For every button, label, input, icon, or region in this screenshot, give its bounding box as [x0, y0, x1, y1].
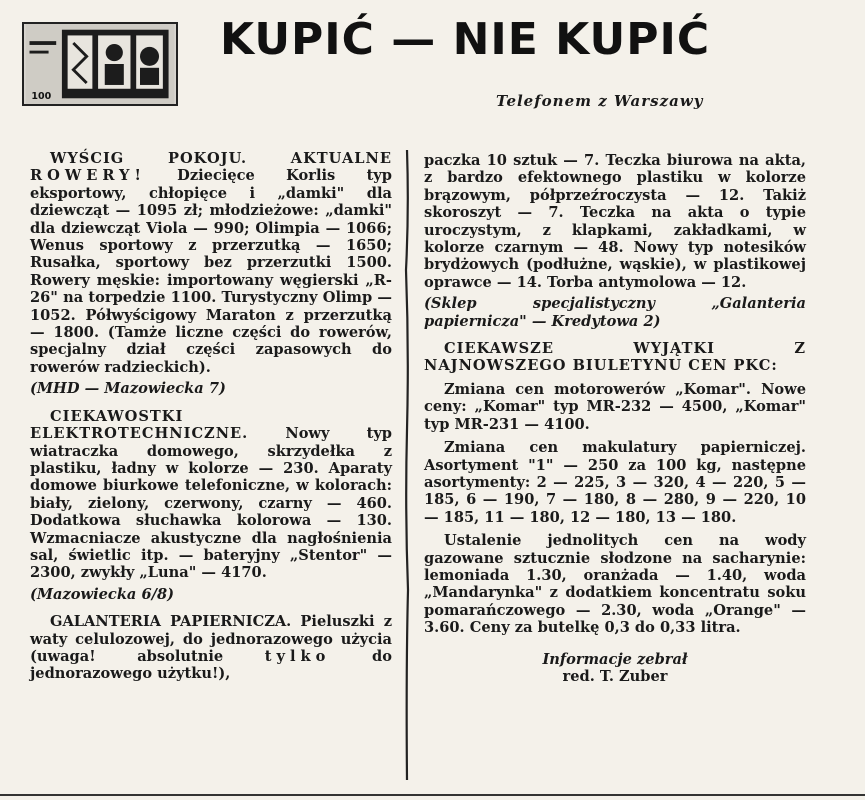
article-bicycles [30, 150, 392, 376]
article-stationery-body-1: Pieluszki z waty celulozowej, do jednorazowego użycia (uwaga! absolutnie [30, 613, 392, 665]
bottom-rule [0, 794, 865, 796]
article-pkc-drinks: Ustalenie jednolitych cen na wody gazowane sztucznie słodzone na sacharynie: lemoniada 1.30, oranżada — 1.40, woda „Mandarynka" z dodatkiem koncentratu soku pomarańczowego — 2.30, woda „Orange" — 3.60. Ceny za butelkę 0,3 do 0,33 litra. [424, 532, 806, 637]
page-subtitle: Telefonem z Warszawy [496, 92, 704, 110]
column-divider [404, 150, 410, 780]
article-bicycles-source: (MHD — Mazowiecka 7) [30, 380, 226, 398]
article-bicycles-heading-spaced: ROWERY! [30, 167, 146, 185]
article-stationery-body-2: do jednorazowego użytku!), [30, 647, 392, 683]
header-logo [22, 22, 178, 106]
article-pkc-mopeds: Zmiana cen motorowerów „Komar". Nowe ceny: „Komar" typ MR-232 — 4500, „Komar" typ MR-231 — 4100. [424, 380, 806, 433]
article-electrotech-heading: CIEKAWOSTKI ELEKTROTECHNICZNE. [30, 407, 249, 443]
article-stationery-continued: paczka 10 sztuk — 7. Teczka biurowa na akta, z bardzo efektownego plastiku w kolorze brązowym, półprzeźroczysta — 12. Takiż skoroszyt — 7. Teczka na akta o typie uroczystym, z klapkami, zakładkami, w kolorze czarnym — 48. Nowy typ notesików brydżowych (podłużne, wąskie), w plastikowej oprawce — 14. Torba antymolowa — 12. [424, 152, 806, 291]
article-bicycles-body: Dziecięce Korlis typ eksportowy, chłopięce i „damki" dla dziewcząt — 1095 zł; młodzieżowe: „damki" dla dziewcząt Viola — 990; Olimpia — 1066; Wenus sportowy z przerzutką — 1650; Rusałka, sportowy bez przerzutki 1500. Rowery męskie: importowany węgierski „R-26" na torpedzie 1100. Turystyczny Olimp — 1052. Półwyścigowy Maraton z przerzutką — 1800. (Tamże liczne części do rowerów, specjalny dział części zapasowych do rowerów radzieckich). [30, 167, 392, 376]
article-pkc-paper: Zmiana cen makulatury papierniczej. Asortyment "1" — 250 za 100 kg, następne asortymenty: 2 — 225, 3 — 320, 4 — 220, 5 — 185, 6 — 190, 7 — 180, 8 — 280, 9 — 220, 10 — 185, 11 — 180, 12 — 180, 13 — 180. [424, 439, 806, 526]
article-pkc-heading: CIEKAWSZE WYJĄTKI Z NAJNOWSZEGO BIULETYNU CEN PKC: [424, 340, 806, 375]
signature-line-2: red. T. Zuber [562, 667, 668, 685]
article-stationery [30, 613, 392, 683]
banknote-illustration [24, 24, 176, 104]
article-electrotech-source: (Mazowiecka 6/8) [30, 585, 175, 603]
article-stationery-heading: GALANTERIA PAPIERNICZA. [50, 613, 292, 631]
banknote-number: 100 [31, 91, 52, 103]
left-column [30, 150, 392, 683]
article-stationery-spaced: tylko [264, 647, 331, 665]
signature-line-1: Informacje zebrał [542, 650, 688, 668]
article-stationery-source: (Sklep specjalistyczny „Galanteria papiernicza" — Kredytowa 2) [424, 295, 806, 330]
article-electrotech-body: Nowy typ wiatraczka domowego, skrzydełka z plastiku, ładny w kolorze — 230. Aparaty domowe biurkowe telefoniczne, w kolorach: biały, zielony, czerwony, czarny — 460. Dodatkowa słuchawka kolorowa — 130. Wzmacniacze akustyczne dla nagłośnienia sal, świetlic itp. — bateryjny „Stentor" — 2300, zwykły „Luna" — 4170. [30, 425, 392, 582]
article-electrotech [30, 408, 392, 582]
right-column [424, 152, 806, 685]
page-title: KUPIĆ — NIE KUPIĆ [220, 14, 711, 65]
article-bicycles-heading: WYŚCIG POKOJU. AKTUALNE [50, 150, 392, 167]
